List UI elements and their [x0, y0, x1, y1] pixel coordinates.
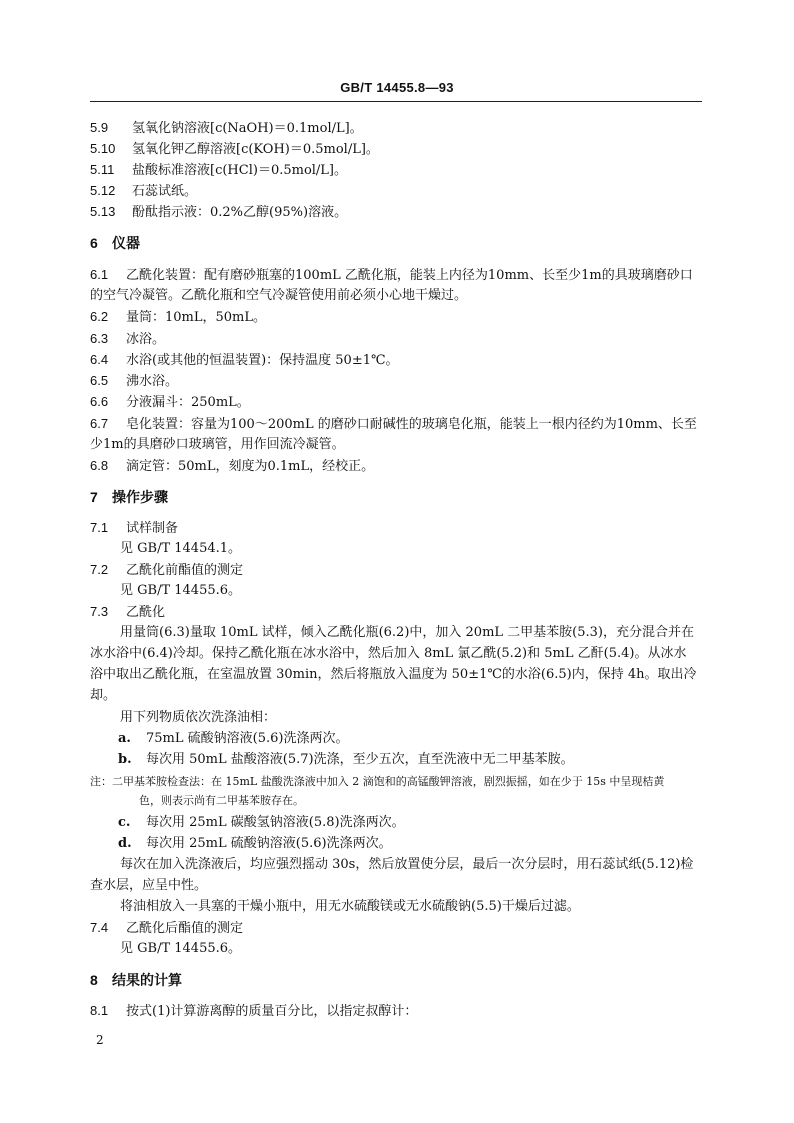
clause-text: 石蕊试纸。: [132, 184, 198, 199]
list-label: a.: [118, 731, 131, 746]
paragraph-line: 每次在加入洗涤液后，均应强烈摇动 30s，然后放置使分层，最后一次分层时，用石蕊试纸(5.12)检: [120, 857, 694, 872]
clause-number: 7.4: [90, 920, 109, 935]
standard-number-header: GB/T 14455.8—93: [340, 80, 454, 95]
clause-text: 皂化装置：容量为100～200mL 的磨砂口耐碱性的玻璃皂化瓶，能装上一根内径约为10mm、长至: [126, 417, 697, 432]
clause-text: 盐酸标准溶液[c(HCl)＝0.5mol/L]。: [132, 163, 348, 178]
page-number: 2: [96, 1033, 104, 1047]
clause-number: 6.7: [90, 416, 109, 431]
note-line: 色，则表示尚有二甲基苯胺存在。: [139, 794, 304, 807]
paragraph-line: 却。: [90, 688, 117, 703]
clause-number: 6.8: [90, 458, 109, 473]
clause-number: 5.10: [90, 141, 116, 156]
subclause-heading: [90, 560, 702, 581]
clause-number: 6.4: [90, 352, 109, 367]
apparatus-item: [90, 371, 702, 392]
clause-text: 量筒：10mL，50mL。: [126, 310, 267, 325]
clause-number: 6.3: [90, 331, 109, 346]
section-title: 仪器: [112, 235, 140, 251]
subclause-heading: [90, 602, 702, 623]
clause-text: 沸水浴。: [126, 374, 179, 389]
clause-number: 7.3: [90, 604, 109, 619]
wash-step-d: [118, 834, 730, 854]
clause-text: 少1m的具磨砂口玻璃管，用作回流冷凝管。: [90, 437, 345, 452]
list-text: 每次用 50mL 盐酸溶液(5.7)洗涤，至少五次，直至洗液中无二甲基苯胺。: [146, 752, 574, 767]
clause-text: 酚酞指示液：0.2%乙醇(95%)溶液。: [132, 205, 348, 220]
clause-title: 乙酰化前酯值的测定: [126, 563, 244, 578]
list-text: 每次用 25mL 碳酸氢钠溶液(5.8)洗涤两次。: [146, 815, 405, 830]
reagent-item: [90, 160, 702, 181]
apparatus-item: [90, 265, 702, 286]
section-heading-8: [90, 970, 182, 990]
section-heading-6: [90, 233, 140, 253]
clause-title: 乙酰化: [126, 605, 166, 620]
clause-number: 7.1: [90, 520, 109, 535]
clause-number: 8.1: [90, 1003, 109, 1018]
clause-body: 见 GB/T 14455.6。: [120, 941, 242, 956]
clause-text: 冰浴。: [126, 332, 166, 347]
list-label: b.: [118, 752, 132, 767]
clause-text: 按式(1)计算游离醇的质量百分比，以指定叔醇计：: [126, 1004, 418, 1019]
clause-body: 见 GB/T 14455.6。: [120, 583, 242, 598]
list-text: 75mL 硫酸钠溶液(5.6)洗涤两次。: [146, 731, 349, 746]
list-text: 每次用 25mL 硫酸钠溶液(5.6)洗涤两次。: [146, 836, 392, 851]
clause-text: 水浴(或其他的恒温装置)：保持温度 50±1℃。: [126, 353, 399, 368]
wash-step-a: [118, 729, 730, 749]
paragraph-line: 用量筒(6.3)量取 10mL 试样，倾入乙酰化瓶(6.2)中，加入 20mL 二甲基苯胺(5.3)，充分混合并在: [120, 625, 694, 640]
section-title: 操作步骤: [112, 489, 168, 505]
apparatus-item: [90, 329, 702, 350]
wash-step-c: [118, 813, 730, 833]
apparatus-item-continuation: [90, 286, 702, 306]
clause-number: 6.1: [90, 267, 109, 282]
clause-number: 6.5: [90, 373, 109, 388]
section-number: 7: [90, 489, 98, 505]
note-line: 注：二甲基苯胺检查法：在 15mL 盐酸洗涤液中加入 2 滴饱和的高锰酸钾溶液，剧烈振摇，如在少于 15s 中呈现桔黄: [90, 775, 665, 788]
apparatus-item: [90, 414, 702, 435]
paragraph-line: 查水层，应呈中性。: [90, 878, 208, 893]
reagent-item: [90, 118, 702, 139]
apparatus-item: [90, 392, 702, 413]
paragraph-line: 将油相放入一具塞的干燥小瓶中，用无水硫酸镁或无水硫酸钠(5.5)干燥后过滤。: [120, 899, 580, 914]
subclause-heading: [90, 518, 702, 539]
apparatus-item: [90, 456, 702, 477]
clause-title: 乙酰化后酯值的测定: [126, 921, 244, 936]
list-label: d.: [118, 836, 132, 851]
apparatus-item-continuation: [90, 435, 702, 455]
clause-text: 分液漏斗：250mL。: [126, 395, 250, 410]
clause-number: 5.11: [90, 162, 115, 177]
section-heading-7: [90, 487, 168, 507]
apparatus-item: [90, 307, 702, 328]
reagent-item: [90, 202, 702, 223]
clause-number: 5.9: [90, 120, 109, 135]
section-title: 结果的计算: [112, 972, 182, 988]
apparatus-item: [90, 350, 702, 371]
section-number: 6: [90, 235, 98, 251]
clause-text: 氢氧化钾乙醇溶液[c(KOH)＝0.5mol/L]。: [132, 142, 379, 157]
clause-number: 7.2: [90, 562, 109, 577]
clause-number: 6.2: [90, 309, 109, 324]
clause-number: 5.13: [90, 204, 116, 219]
clause-number: 6.6: [90, 394, 109, 409]
clause-text: 氢氧化钠溶液[c(NaOH)＝0.1mol/L]。: [132, 121, 363, 136]
paragraph-line: 浴中取出乙酰化瓶，在室温放置 30min，然后将瓶放入温度为 50±1℃的水浴(6.5)内，保持 4h。取出冷: [90, 667, 697, 682]
wash-step-b: [118, 750, 730, 770]
reagent-item: [90, 181, 702, 202]
clause-number: 5.12: [90, 183, 116, 198]
subclause: [90, 1001, 702, 1022]
list-label: c.: [118, 815, 131, 830]
paragraph-line: 用下列物质依次洗涤油相：: [120, 710, 277, 725]
subclause-heading: [90, 918, 702, 939]
clause-body: 见 GB/T 14454.1。: [120, 541, 242, 556]
section-number: 8: [90, 972, 98, 988]
clause-text: 乙酰化装置：配有磨砂瓶塞的100mL 乙酰化瓶，能装上内径为10mm、长至少1m的具玻璃磨砂口: [126, 268, 693, 283]
clause-text: 滴定管：50mL，刻度为0.1mL，经校正。: [126, 459, 375, 474]
clause-text: 的空气冷凝管。乙酰化瓶和空气冷凝管使用前必须小心地干燥过。: [90, 288, 468, 303]
reagent-item: [90, 139, 702, 160]
clause-title: 试样制备: [126, 521, 179, 536]
paragraph-line: 冰水浴中(6.4)冷却。保持乙酰化瓶在冰水浴中，然后加入 8mL 氯乙酰(5.2)和 5mL 乙酐(5.4)。从冰水: [90, 646, 687, 661]
header-rule: [90, 101, 702, 102]
